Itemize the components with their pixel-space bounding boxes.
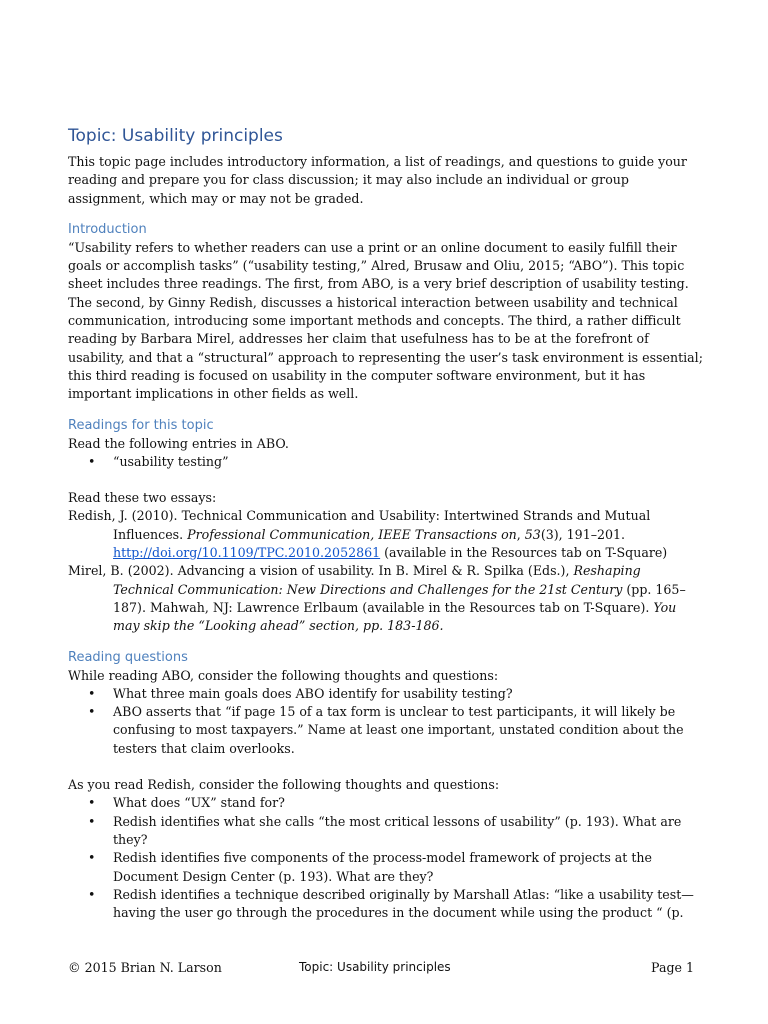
ref-volume: 53 (524, 526, 541, 542)
list-item: • “usability testing” (68, 453, 704, 471)
ref-text: (3), 191–201. (540, 526, 626, 542)
ref-note: You may skip the “Looking ahead” section, pp. 183-186. (113, 599, 677, 634)
ref-text: , (516, 526, 525, 542)
list-item: • ABO asserts that “if page 15 of a tax form is unclear to test participants, it will likely be confusing to most taxpayers.” Name at least one important, unstated condition about the testers that claim overlooks. (68, 703, 704, 758)
reference-mirel (68, 562, 704, 635)
footer-copyright: © 2015 Brian N. Larson (68, 960, 222, 975)
intro-paragraph: This topic page includes introductory information, a list of readings, and questions to guide your reading and prepare you for class discussion; it may also include an individual or group assignment, which may or may not be graded. (68, 154, 687, 206)
introduction-paragraph: “Usability refers to whether readers can use a print or an online document to easily fulfill their goals or accomplish tasks” (“usability testing,” Alred, Brusaw and Oliu, 2015; “ABO”). This topic sheet includes three readings. The first, from ABO, is a very brief description of usability testing. The second, by Ginny Redish, discusses a historical interaction between usability and technical communication, introducing some important methods and concepts. The third, a rather difficult reading by Barbara Mirel, addresses her claim that usefulness has to be at the forefront of usability, and that a “structural” approach to representing the user’s task environment is essential; this third reading is focused on usability in the computer software environment, but it has important implications in other fields as well. (68, 239, 703, 402)
redish-questions-list (68, 794, 704, 922)
ref-text: Mirel, B. (2002). Advancing a vision of usability. In B. Mirel & R. Spilka (Eds.), (68, 563, 574, 579)
ref-text: (pp. 165–187). Mahwah, NJ: Lawrence Erlbaum (available in the Resources tab on T-Square). (113, 581, 686, 615)
ref-text: (available in the Resources tab on T-Square) (380, 545, 668, 561)
essays-intro: Read these two essays: (68, 490, 217, 506)
page-footer (68, 960, 694, 980)
footer-topic: Topic: Usability principles (299, 960, 451, 974)
list-item: • What three main goals does ABO identify for usability testing? (68, 685, 704, 703)
list-item: • Redish identifies five components of the process-model framework of projects at the Document Design Center (p. 193). What are they? (68, 849, 704, 886)
abo-readings-intro: Read the following entries in ABO. (68, 435, 289, 451)
section-heading-questions: Reading questions (68, 649, 188, 665)
abo-readings-list (68, 453, 704, 471)
redish-questions-intro: As you read Redish, consider the following thoughts and questions: (68, 777, 500, 793)
section-heading-introduction: Introduction (68, 221, 147, 237)
ref-journal: Professional Communication, IEEE Transactions on (187, 526, 517, 542)
ref-book-title: Reshaping Technical Communication: New Directions and Challenges for the 21st Century (113, 563, 641, 597)
section-heading-readings: Readings for this topic (68, 417, 214, 433)
list-item: • What does “UX” stand for? (68, 794, 704, 812)
doi-link[interactable]: http://doi.org/10.1109/TPC.2010.2052861 (113, 545, 381, 561)
reference-redish (68, 507, 704, 562)
list-item: • Redish identifies a technique described originally by Marshall Atlas: “like a usability test—having the user go through the procedures in the document while using the product “ (p. (68, 886, 704, 923)
ref-text: Redish, J. (2010). Technical Communication and Usability: Intertwined Strands and Mutual Influences. (68, 508, 651, 542)
document-body (68, 126, 704, 922)
footer-page-number: Page 1 (651, 960, 694, 975)
abo-questions-list (68, 685, 704, 758)
page-title: Topic: Usability principles (68, 126, 283, 146)
abo-questions-intro: While reading ABO, consider the following thoughts and questions: (68, 667, 499, 683)
list-item: • Redish identifies what she calls “the most critical lessons of usability” (p. 193). What are they? (68, 813, 704, 850)
